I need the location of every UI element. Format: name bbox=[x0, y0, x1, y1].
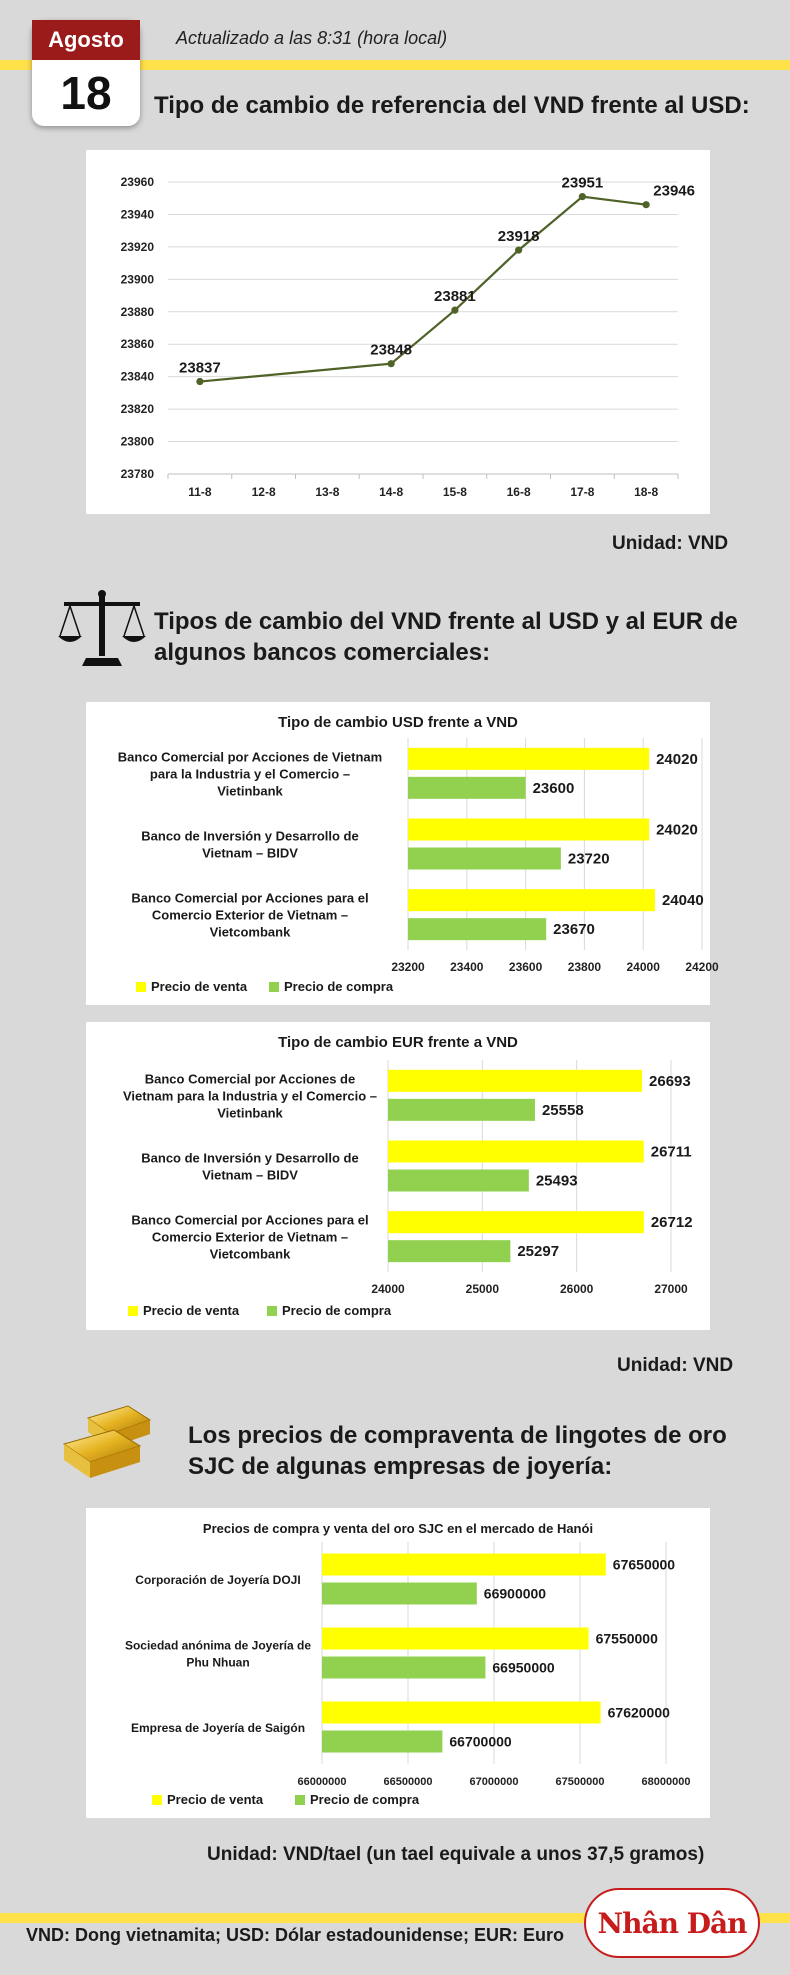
section3-title-line2: SJC de algunas empresas de joyería: bbox=[188, 1453, 613, 1481]
category-label: Empresa de Joyería de Saigón bbox=[130, 1721, 306, 1735]
category-label: Vietnam – BIDV bbox=[202, 1167, 298, 1183]
y-tick-label: 23800 bbox=[120, 434, 154, 449]
sell-bar bbox=[408, 889, 655, 911]
category-label: Banco Comercial por Acciones para el bbox=[131, 1212, 369, 1228]
x-tick-label: 66500000 bbox=[383, 1776, 433, 1788]
gold-bars-icon bbox=[58, 1404, 180, 1489]
data-label: 23946 bbox=[653, 182, 695, 200]
scale-icon bbox=[56, 588, 148, 675]
bar-value-label: 24040 bbox=[661, 892, 704, 910]
x-tick-label: 66000000 bbox=[297, 1776, 347, 1788]
legend-buy-label: Precio de compra bbox=[310, 1792, 420, 1807]
usd-bank-chart bbox=[86, 702, 719, 1005]
bar-value-label: 23720 bbox=[567, 850, 610, 868]
x-tick-label: 24000 bbox=[371, 1282, 405, 1296]
y-tick-label: 23960 bbox=[120, 175, 154, 189]
chart-title: Tipo de cambio USD frente a VND bbox=[278, 714, 518, 731]
bar-value-label: 26712 bbox=[650, 1214, 693, 1232]
category-label: Banco Comercial por Acciones para el bbox=[131, 890, 369, 906]
sell-bar bbox=[408, 748, 649, 770]
buy-bar bbox=[388, 1240, 510, 1262]
x-tick-label: 23800 bbox=[567, 960, 602, 974]
x-tick-label: 17-8 bbox=[570, 485, 595, 499]
chart-title: Precios de compra y venta del oro SJC en el mercado de Hanói bbox=[202, 1521, 594, 1536]
category-label: para la Industria y el Comercio – bbox=[149, 766, 351, 782]
data-point bbox=[451, 307, 458, 314]
series-line bbox=[200, 197, 646, 382]
x-tick-label: 12-8 bbox=[251, 485, 276, 499]
legend-sell-label: Precio de venta bbox=[167, 1792, 264, 1807]
data-label: 23848 bbox=[370, 341, 412, 359]
x-tick-label: 24200 bbox=[685, 960, 719, 974]
data-label: 23951 bbox=[561, 174, 604, 192]
category-label: Phu Nhuan bbox=[186, 1655, 250, 1670]
sell-bar bbox=[408, 819, 649, 841]
buy-bar bbox=[322, 1583, 477, 1605]
legend-sell-swatch bbox=[128, 1306, 138, 1316]
x-tick-label: 13-8 bbox=[315, 485, 340, 499]
buy-bar bbox=[408, 848, 561, 870]
x-tick-label: 18-8 bbox=[634, 485, 659, 499]
x-tick-label: 68000000 bbox=[641, 1776, 691, 1788]
category-label: Vietnam para la Industria y el Comercio – bbox=[122, 1088, 378, 1104]
legend-sell-swatch bbox=[136, 982, 146, 992]
buy-bar bbox=[408, 777, 526, 799]
x-tick-label: 25000 bbox=[465, 1282, 500, 1296]
legend-buy-label: Precio de compra bbox=[282, 1303, 392, 1318]
legend-sell-label: Precio de venta bbox=[151, 979, 248, 994]
bar-value-label: 26711 bbox=[650, 1143, 692, 1161]
sell-bar bbox=[388, 1211, 644, 1233]
bar-value-label: 26693 bbox=[649, 1072, 691, 1090]
bar-value-label: 67650000 bbox=[612, 1556, 676, 1573]
sell-bar bbox=[388, 1141, 644, 1163]
x-tick-label: 15-8 bbox=[442, 485, 467, 499]
bar-value-label: 24020 bbox=[656, 750, 698, 768]
updated-time: Actualizado a las 8:31 (hora local) bbox=[176, 28, 448, 48]
section1-unit: Unidad: VND bbox=[612, 533, 729, 554]
line-chart bbox=[86, 150, 710, 514]
data-label: 23881 bbox=[434, 288, 476, 306]
data-point bbox=[196, 378, 203, 385]
sell-bar bbox=[322, 1554, 606, 1576]
section2-title bbox=[154, 606, 738, 668]
bar-value-label: 25297 bbox=[517, 1243, 560, 1261]
calendar-month: Agosto bbox=[32, 20, 140, 60]
x-tick-label: 16-8 bbox=[506, 485, 531, 499]
category-label: Vietinbank bbox=[217, 783, 283, 799]
bar-value-label: 66900000 bbox=[483, 1585, 547, 1602]
x-tick-label: 11-8 bbox=[188, 485, 212, 499]
y-tick-label: 23920 bbox=[120, 239, 154, 254]
bar-value-label: 25558 bbox=[541, 1101, 584, 1119]
logo-text: Nhân Dân bbox=[597, 1906, 747, 1940]
section1-title: Tipo de cambio de referencia del VND frente al USD: bbox=[154, 92, 750, 119]
bar-value-label: 66950000 bbox=[492, 1659, 555, 1676]
chart-title: Tipo de cambio EUR frente a VND bbox=[278, 1034, 518, 1051]
calendar-badge bbox=[32, 20, 140, 126]
bar-value-label: 25493 bbox=[535, 1172, 578, 1190]
data-point bbox=[388, 360, 395, 367]
bar-value-label: 23670 bbox=[553, 921, 595, 939]
reference-rate-chart bbox=[86, 150, 710, 514]
bar-value-label: 23600 bbox=[532, 779, 575, 797]
y-tick-label: 23940 bbox=[120, 207, 154, 222]
calendar-day: 18 bbox=[60, 67, 112, 119]
x-tick-label: 67000000 bbox=[469, 1776, 519, 1788]
section2-title-line1: Tipos de cambio del VND frente al USD y al EUR de bbox=[154, 608, 738, 635]
eur-bar-chart bbox=[86, 1022, 710, 1330]
category-label: Vietcombank bbox=[209, 924, 291, 940]
x-tick-label: 67500000 bbox=[555, 1776, 605, 1788]
sell-bar bbox=[388, 1070, 642, 1092]
legend-sell-label: Precio de venta bbox=[143, 1303, 240, 1318]
category-label: Banco Comercial por Acciones de bbox=[144, 1071, 356, 1087]
category-label: Comercio Exterior de Vietnam – bbox=[151, 907, 349, 923]
section3-title bbox=[188, 1420, 727, 1482]
category-label: Comercio Exterior de Vietnam – bbox=[151, 1229, 349, 1245]
y-tick-label: 23780 bbox=[120, 467, 154, 481]
x-tick-label: 23400 bbox=[450, 960, 484, 974]
x-tick-label: 14-8 bbox=[379, 485, 404, 499]
buy-bar bbox=[322, 1657, 485, 1679]
buy-bar bbox=[388, 1099, 535, 1121]
buy-bar bbox=[322, 1731, 442, 1753]
y-tick-label: 23900 bbox=[120, 272, 154, 287]
data-label: 23918 bbox=[497, 228, 540, 246]
category-label: Vietinbank bbox=[217, 1105, 283, 1121]
nhandan-logo[interactable] bbox=[584, 1888, 760, 1958]
eur-bank-chart bbox=[86, 1022, 710, 1330]
x-tick-label: 23200 bbox=[391, 960, 425, 974]
data-label: 23837 bbox=[179, 359, 221, 377]
y-tick-label: 23880 bbox=[120, 304, 154, 319]
x-tick-label: 27000 bbox=[654, 1282, 688, 1296]
bar-value-label: 67620000 bbox=[607, 1704, 670, 1721]
category-label: Banco Comercial por Acciones de Vietnam bbox=[117, 749, 383, 765]
legend-buy-swatch bbox=[267, 1306, 277, 1316]
category-label: Banco de Inversión y Desarrollo de bbox=[141, 828, 359, 844]
legend-buy-label: Precio de compra bbox=[284, 979, 394, 994]
category-label: Vietcombank bbox=[209, 1246, 291, 1262]
data-point bbox=[515, 247, 522, 254]
gold-bar-chart bbox=[86, 1508, 710, 1818]
category-label: Corporación de Joyería DOJI bbox=[135, 1573, 301, 1587]
x-tick-label: 24000 bbox=[626, 960, 660, 974]
bar-value-label: 67550000 bbox=[595, 1630, 658, 1647]
data-point bbox=[643, 201, 650, 208]
y-tick-label: 23840 bbox=[120, 369, 154, 384]
section2-title-line2: algunos bancos comerciales: bbox=[154, 639, 491, 667]
buy-bar bbox=[388, 1170, 529, 1192]
legend-buy-swatch bbox=[269, 982, 279, 992]
footer-note: VND: Dong vietnamita; USD: Dólar estadounidense; EUR: Euro bbox=[26, 1925, 565, 1945]
bar-value-label: 66700000 bbox=[449, 1733, 512, 1750]
x-tick-label: 23600 bbox=[508, 960, 543, 974]
legend-sell-swatch bbox=[152, 1795, 162, 1805]
y-tick-label: 23860 bbox=[120, 337, 154, 352]
sell-bar bbox=[322, 1628, 589, 1650]
category-label: Banco de Inversión y Desarrollo de bbox=[141, 1150, 359, 1166]
bar-value-label: 24020 bbox=[656, 821, 698, 839]
usd-bar-chart bbox=[86, 702, 719, 1005]
section2-unit: Unidad: VND bbox=[617, 1355, 734, 1376]
x-tick-label: 26000 bbox=[559, 1282, 594, 1296]
category-label: Vietnam – BIDV bbox=[202, 845, 298, 861]
section3-title-line1: Los precios de compraventa de lingotes de oro bbox=[188, 1422, 727, 1449]
y-tick-label: 23820 bbox=[120, 402, 154, 417]
sell-bar bbox=[322, 1702, 601, 1724]
category-label: Sociedad anónima de Joyería de bbox=[124, 1638, 312, 1653]
section3-unit: Unidad: VND/tael (un tael equivale a unos 37,5 gramos) bbox=[207, 1844, 705, 1865]
data-point bbox=[579, 193, 586, 200]
legend-buy-swatch bbox=[295, 1795, 305, 1805]
buy-bar bbox=[408, 918, 546, 940]
gold-price-chart bbox=[86, 1508, 710, 1818]
